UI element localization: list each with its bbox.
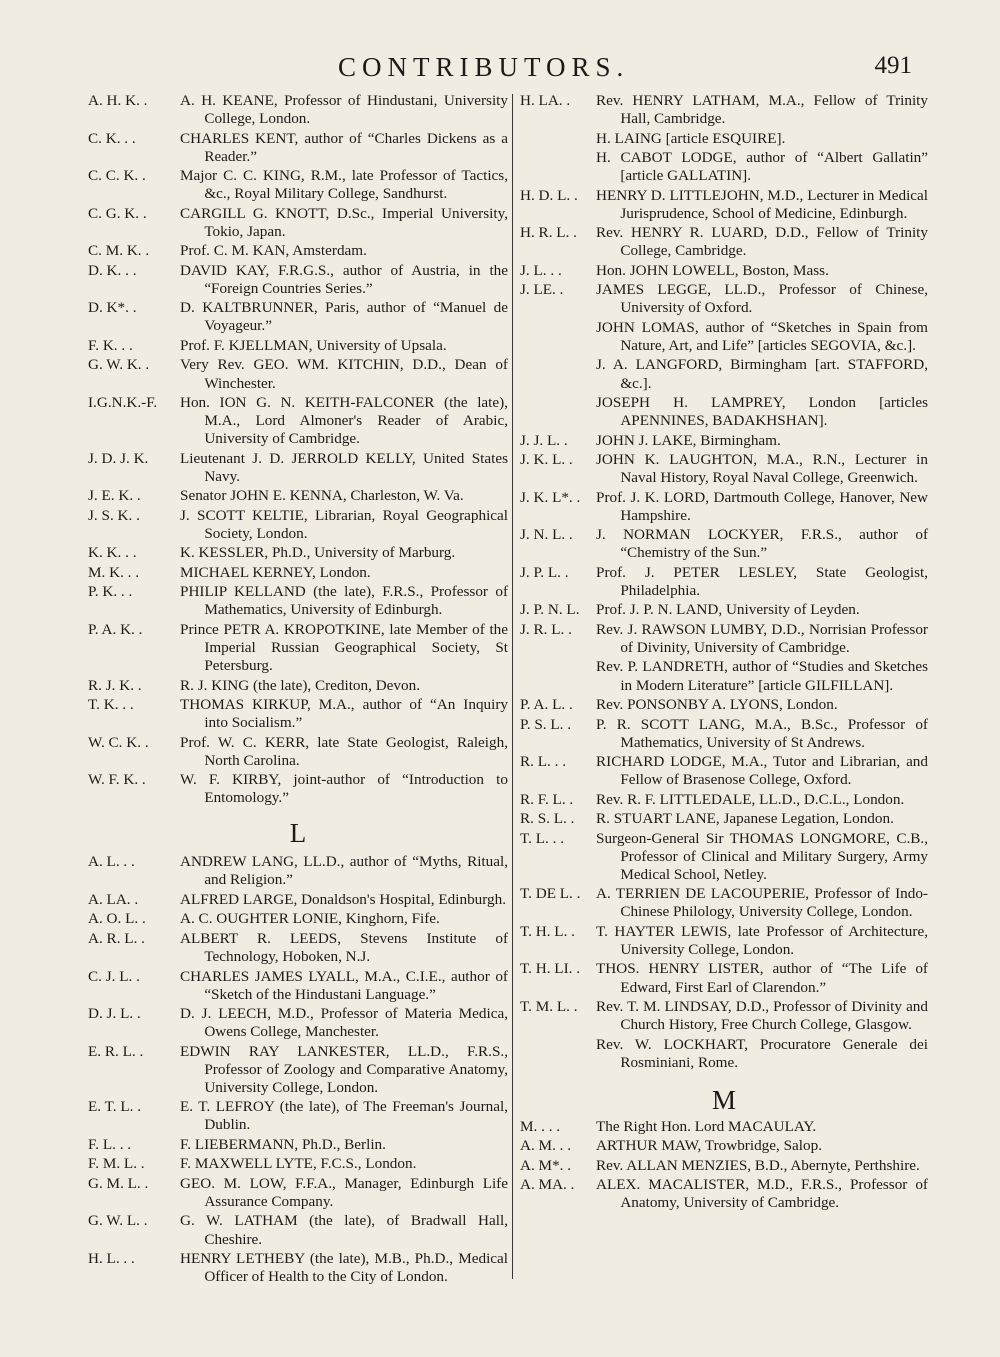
- page-number: 491: [874, 52, 912, 79]
- contributor-initials: [520, 394, 596, 430]
- contributor-description: P. R. SCOTT LANG, M.A., B.Sc., Professor of Mathematics, University of St Andrews.: [596, 715, 928, 751]
- contributor-description: CARGILL G. KNOTT, D.Sc., Imperial University, Tokio, Japan.: [180, 204, 508, 240]
- contributor-description: HENRY LETHEBY (the late), M.B., Ph.D., Medical Officer of Health to the City of London.: [180, 1250, 508, 1286]
- contributor-entry: [520, 885, 928, 921]
- contributor-description: Surgeon-General Sir THOMAS LONGMORE, C.B., Professor of Clinical and Military Surgery, Army Medical School, Netley.: [596, 829, 928, 883]
- contributor-description: D. KALTBRUNNER, Paris, author of “Manuel de Voyageur.”: [180, 299, 508, 335]
- contributor-description: Prof. F. KJELLMAN, University of Upsala.: [180, 336, 447, 354]
- contributor-entry: [520, 1036, 928, 1072]
- contributor-description: EDWIN RAY LANKESTER, LL.D., F.R.S., Professor of Zoology and Comparative Anatomy, University College, London.: [180, 1042, 508, 1096]
- contributor-entry: [88, 853, 508, 889]
- contributor-description: F. MAXWELL LYTE, F.C.S., London.: [180, 1155, 417, 1173]
- right-column: [520, 92, 928, 1214]
- contributor-initials: J. J. L. .: [520, 431, 568, 449]
- contributor-entry: [88, 262, 508, 298]
- contributor-entry: [520, 830, 928, 884]
- contributor-description: Rev. ALLAN MENZIES, B.D., Abernyte, Perthshire.: [596, 1156, 920, 1174]
- contributor-initials: [520, 130, 596, 148]
- contributor-initials: J. E. K. .: [88, 487, 141, 505]
- contributor-initials: T. K. . .: [88, 696, 134, 714]
- contributor-initials: J. L. . .: [520, 261, 562, 279]
- contributor-initials: J. R. L. .: [520, 620, 572, 638]
- contributor-description: T. HAYTER LEWIS, late Professor of Architecture, University College, London.: [596, 922, 928, 958]
- contributor-description: Rev. HENRY R. LUARD, D.D., Fellow of Trinity College, Cambridge.: [596, 224, 928, 260]
- contributor-initials: G. W. L. .: [88, 1212, 148, 1230]
- column-divider: [512, 94, 513, 1279]
- left-column: [88, 92, 508, 1288]
- contributor-description: ANDREW LANG, LL.D., author of “Myths, Ritual, and Religion.”: [180, 853, 508, 889]
- contributor-entry: [88, 450, 508, 486]
- section-heading-m: M: [711, 1084, 736, 1115]
- contributor-entry: [520, 658, 928, 694]
- contributor-entry: [520, 356, 928, 392]
- contributor-initials: C. C. K. .: [88, 167, 146, 185]
- contributor-entry: [88, 356, 508, 392]
- contributor-entry: [88, 167, 508, 203]
- contributor-initials: T. DE L. .: [520, 885, 581, 903]
- contributor-entry: [88, 92, 508, 128]
- contributor-entry: [88, 299, 508, 335]
- contributor-entry: [88, 544, 508, 562]
- contributor-description: Rev. T. M. LINDSAY, D.D., Professor of Divinity and Church History, Free Church College, Glasgow.: [596, 998, 928, 1034]
- contributor-description: Rev. W. LOCKHART, Procuratore Generale dei Rosminiani, Rome.: [596, 1035, 928, 1071]
- contributor-entry: [88, 677, 508, 695]
- contributor-entry: [520, 621, 928, 657]
- contributor-entry: [520, 564, 928, 600]
- contributor-description: W. F. KIRBY, joint-author of “Introduction to Entomology.”: [180, 771, 508, 807]
- contributor-entry: [520, 224, 928, 260]
- contributor-entry: [88, 205, 508, 241]
- contributor-description: ARTHUR MAW, Trowbridge, Salop.: [596, 1137, 822, 1155]
- contributor-initials: A. O. L. .: [88, 910, 146, 928]
- contributor-entry: [88, 394, 508, 448]
- contributor-initials: W. F. K. .: [88, 771, 146, 789]
- contributor-initials: A. M*. .: [520, 1156, 572, 1174]
- contributor-initials: A. H. K. .: [88, 92, 148, 109]
- contributor-description: J. NORMAN LOCKYER, F.R.S., author of “Chemistry of the Sun.”: [596, 526, 928, 562]
- contributor-description: HENRY D. LITTLEJOHN, M.D., Lecturer in Medical Jurisprudence, School of Medicine, Edinburgh.: [596, 186, 928, 222]
- contributor-description: ALBERT R. LEEDS, Stevens Institute of Technology, Hoboken, N.J.: [180, 929, 508, 966]
- contributor-description: MICHAEL KERNEY, London.: [180, 563, 371, 581]
- contributor-initials: M. . . .: [520, 1117, 561, 1135]
- contributor-description: THOMAS KIRKUP, M.A., author of “An Inquiry into Socialism.”: [180, 696, 508, 732]
- contributor-entry: [520, 432, 928, 450]
- contributor-description: Senator JOHN E. KENNA, Charleston, W. Va.: [180, 487, 464, 505]
- contributor-initials: [520, 356, 596, 392]
- contributor-initials: T. H. L. .: [520, 922, 575, 940]
- contributor-entry: [520, 187, 928, 223]
- contributor-description: H. LAING [article ESQUIRE].: [596, 129, 786, 147]
- contributor-entry: [88, 891, 508, 909]
- contributor-initials: E. T. L. .: [88, 1098, 142, 1116]
- contributor-initials: F. K. . .: [88, 336, 133, 354]
- contributor-entry: [520, 281, 928, 317]
- contributor-description: ALFRED LARGE, Donaldson's Hospital, Edinburgh.: [180, 890, 507, 908]
- contributor-initials: J. S. K. .: [88, 506, 140, 524]
- contributor-description: R. J. KING (the late), Crediton, Devon.: [180, 676, 420, 694]
- contributor-entry: [520, 92, 928, 128]
- page-title: CONTRIBUTORS.: [338, 52, 630, 82]
- contributor-description: PHILIP KELLAND (the late), F.R.S., Professor of Mathematics, University of Edinburgh.: [180, 583, 508, 619]
- contributor-entry: [88, 696, 508, 732]
- contributors-m-list: [520, 1118, 928, 1213]
- section-heading-l: L: [289, 818, 307, 849]
- contributor-entry: [520, 696, 928, 714]
- contributor-description: GEO. M. LOW, F.F.A., Manager, Edinburgh Life Assurance Company.: [180, 1174, 508, 1210]
- contributor-entry: [88, 1005, 508, 1041]
- contributor-entry: [88, 1136, 508, 1154]
- contributor-initials: R. S. L. .: [520, 810, 575, 828]
- contributor-initials: E. R. L. .: [88, 1042, 144, 1060]
- contributor-description: R. STUART LANE, Japanese Legation, London.: [596, 810, 894, 828]
- contributor-initials: F. L. . .: [88, 1135, 132, 1153]
- contributor-initials: P. S. L. .: [520, 715, 572, 733]
- contributor-entry: [88, 1098, 508, 1134]
- contributor-description: H. CABOT LODGE, author of “Albert Gallatin” [article GALLATIN].: [596, 149, 928, 185]
- contributor-initials: J. K. L*. .: [520, 488, 581, 506]
- contributor-description: Hon. JOHN LOWELL, Boston, Mass.: [596, 261, 829, 279]
- contributor-entry: [520, 601, 928, 619]
- contributor-entry: [520, 526, 928, 562]
- contributor-entry: [520, 130, 928, 148]
- contributor-description: F. LIEBERMANN, Ph.D., Berlin.: [180, 1135, 386, 1153]
- contributor-initials: H. R. L. .: [520, 224, 577, 242]
- contributor-initials: W. C. K. .: [88, 733, 149, 751]
- contributor-description: E. T. LEFROY (the late), of The Freeman's Journal, Dublin.: [180, 1098, 508, 1134]
- contributor-description: A. C. OUGHTER LONIE, Kinghorn, Fife.: [180, 910, 440, 928]
- contributor-initials: D. K. . .: [88, 261, 137, 279]
- contributor-description: Very Rev. GEO. WM. KITCHIN, D.D., Dean of Winchester.: [180, 356, 508, 392]
- contributor-initials: H. D. L. .: [520, 186, 578, 204]
- contributor-description: JOHN LOMAS, author of “Sketches in Spain from Nature, Art, and Life” [articles SEGOVIA, &c.].: [596, 318, 928, 354]
- contributor-description: JOSEPH H. LAMPREY, London [articles APENNINES, BADAKHSHAN].: [596, 394, 928, 430]
- contributor-initials: T. M. L. .: [520, 998, 578, 1016]
- contributor-initials: [520, 149, 596, 185]
- contributor-entry: [520, 1118, 928, 1136]
- contributor-initials: J. LE. .: [520, 281, 564, 299]
- contributor-description: J. A. LANGFORD, Birmingham [art. STAFFORD, &c.].: [596, 356, 928, 392]
- contributor-initials: T. L. . .: [520, 829, 565, 847]
- contributor-initials: C. J. L. .: [88, 967, 140, 985]
- contributor-description: K. KESSLER, Ph.D., University of Marburg.: [180, 544, 456, 562]
- contributor-entry: [88, 130, 508, 166]
- contributor-initials: A. L. . .: [88, 853, 135, 871]
- contributor-description: JAMES LEGGE, LL.D., Professor of Chinese, University of Oxford.: [596, 281, 928, 317]
- contributor-entry: [520, 489, 928, 525]
- contributor-description: CHARLES KENT, author of “Charles Dickens as a Reader.”: [180, 129, 508, 165]
- contributor-description: The Right Hon. Lord MACAULAY.: [596, 1117, 817, 1135]
- contributor-initials: K. K. . .: [88, 544, 137, 562]
- contributor-entry: [520, 998, 928, 1034]
- contributor-initials: C. G. K. .: [88, 204, 147, 222]
- contributor-initials: A. LA. .: [88, 890, 139, 908]
- contributor-initials: J. K. L. .: [520, 451, 573, 469]
- contributor-entry: [88, 1250, 508, 1286]
- contributor-entry: [520, 1176, 928, 1212]
- contributor-description: ALEX. MACALISTER, M.D., F.R.S., Professor of Anatomy, University of Cambridge.: [596, 1176, 928, 1212]
- contributor-description: Prof. C. M. KAN, Amsterdam.: [180, 242, 367, 260]
- contributor-description: Prince PETR A. KROPOTKINE, late Member of the Imperial Russian Geographical Society, St Petersburg.: [180, 620, 508, 675]
- contributor-description: CHARLES JAMES LYALL, M.A., C.I.E., author of “Sketch of the Hindustani Language.”: [180, 967, 508, 1003]
- contributor-entry: [520, 923, 928, 959]
- contributor-entry: [520, 394, 928, 430]
- contributor-initials: F. M. L. .: [88, 1155, 145, 1173]
- contributor-description: DAVID KAY, F.R.G.S., author of Austria, in the “Foreign Countries Series.”: [180, 261, 508, 297]
- contributor-entry: [88, 1212, 508, 1248]
- contributor-initials: G. M. L. .: [88, 1174, 149, 1192]
- page-header: [90, 52, 920, 92]
- contributor-entry: [88, 583, 508, 619]
- contributor-entry: [88, 1175, 508, 1211]
- contributor-initials: A. MA. .: [520, 1176, 575, 1194]
- contributor-description: J. SCOTT KELTIE, Librarian, Royal Geographical Society, London.: [180, 506, 508, 542]
- contributor-description: Lieutenant J. D. JERROLD KELLY, United States Navy.: [180, 449, 508, 485]
- contributor-initials: A. M. . .: [520, 1137, 572, 1155]
- contributor-initials: P. A. K. .: [88, 620, 143, 638]
- contributor-initials: J. N. L. .: [520, 526, 573, 544]
- contributor-entry: [88, 487, 508, 505]
- contributor-initials: [520, 1036, 596, 1072]
- contributor-entry: [88, 242, 508, 260]
- contributor-description: Prof. W. C. KERR, late State Geologist, Raleigh, North Carolina.: [180, 733, 508, 769]
- contributor-description: Prof. J. K. LORD, Dartmouth College, Hanover, New Hampshire.: [596, 488, 928, 524]
- contributor-description: Rev. HENRY LATHAM, M.A., Fellow of Trinity Hall, Cambridge.: [596, 92, 928, 128]
- contributor-initials: I.G.N.K.-F.: [88, 394, 158, 412]
- contributor-initials: H. L. . .: [88, 1250, 135, 1268]
- contributor-initials: G. W. K. .: [88, 356, 150, 374]
- contributor-entry: [88, 910, 508, 928]
- contributor-description: Rev. R. F. LITTLEDALE, LL.D., D.C.L., London.: [596, 790, 905, 808]
- contributor-entry: [520, 791, 928, 809]
- contributors-l-list: [88, 853, 508, 1286]
- contributor-initials: P. K. . .: [88, 583, 133, 601]
- contributor-description: Prof. J. P. N. LAND, University of Leyden.: [596, 601, 860, 619]
- contributor-entry: [88, 1043, 508, 1097]
- contributor-description: THOS. HENRY LISTER, author of “The Life of Edward, First Earl of Clarendon.”: [596, 960, 928, 996]
- contributor-initials: R. F. L. .: [520, 790, 574, 808]
- contributor-entry: [88, 968, 508, 1004]
- contributor-initials: J. P. N. L.: [520, 601, 580, 619]
- contributor-description: A. H. KEANE, Professor of Hindustani, University College, London.: [180, 92, 508, 128]
- contributor-description: Major C. C. KING, R.M., late Professor of Tactics, &c., Royal Military College, Sandhurst.: [180, 167, 508, 203]
- contributor-entry: [520, 149, 928, 185]
- contributor-description: Rev. P. LANDRETH, author of “Studies and Sketches in Modern Literature” [article GILFILLAN].: [596, 658, 928, 694]
- contributor-entry: [88, 1155, 508, 1173]
- contributor-description: D. J. LEECH, M.D., Professor of Materia Medica, Owens College, Manchester.: [180, 1005, 508, 1041]
- contributor-initials: M. K. . .: [88, 563, 140, 581]
- contributor-entry: [520, 1137, 928, 1155]
- contributor-description: JOHN J. LAKE, Birmingham.: [596, 431, 781, 449]
- contributors-k-list: [88, 92, 508, 807]
- contributor-entry: [88, 507, 508, 543]
- contributor-entry: [88, 734, 508, 770]
- contributor-initials: H. LA. .: [520, 92, 571, 109]
- contributor-description: RICHARD LODGE, M.A., Tutor and Librarian, and Fellow of Brasenose College, Oxford.: [596, 753, 928, 789]
- contributor-entry: [88, 564, 508, 582]
- contributor-entry: [520, 810, 928, 828]
- contributor-entry: [88, 621, 508, 675]
- contributor-entry: [88, 771, 508, 807]
- contributor-entry: [520, 319, 928, 355]
- contributor-entry: [88, 337, 508, 355]
- contributor-initials: C. K. . .: [88, 129, 136, 147]
- contributor-description: A. TERRIEN DE LACOUPERIE, Professor of Indo-Chinese Philology, University College, London.: [596, 885, 928, 921]
- contributor-entry: [88, 930, 508, 966]
- contributors-l-list-continued: [520, 92, 928, 1072]
- contributor-entry: [520, 753, 928, 789]
- contributor-entry: [520, 451, 928, 487]
- contributor-description: Hon. ION G. N. KEITH-FALCONER (the late), M.A., Lord Almoner's Reader of Arabic, University of Cambridge.: [180, 394, 508, 448]
- contributor-initials: D. J. L. .: [88, 1005, 141, 1023]
- contributor-initials: A. R. L. .: [88, 929, 145, 947]
- contributor-entry: [520, 960, 928, 996]
- contributor-entry: [520, 1157, 928, 1175]
- contributor-entry: [520, 716, 928, 752]
- contributor-initials: J. P. L. .: [520, 563, 569, 581]
- contributor-description: Prof. J. PETER LESLEY, State Geologist, Philadelphia.: [596, 563, 928, 599]
- contributor-entry: [520, 262, 928, 280]
- contributor-initials: P. A. L. .: [520, 696, 573, 714]
- contributor-initials: [520, 319, 596, 355]
- contributor-description: Rev. PONSONBY A. LYONS, London.: [596, 696, 838, 714]
- contributor-initials: C. M. K. .: [88, 242, 150, 260]
- contributor-initials: [520, 658, 596, 694]
- contributor-initials: R. J. K. .: [88, 676, 142, 694]
- contributor-description: JOHN K. LAUGHTON, M.A., R.N., Lecturer in Naval History, Royal Naval College, Greenwich.: [596, 451, 928, 487]
- contributor-initials: J. D. J. K.: [88, 449, 149, 467]
- contributor-description: G. W. LATHAM (the late), of Bradwall Hall, Cheshire.: [180, 1212, 508, 1248]
- contributor-initials: R. L. . .: [520, 753, 566, 771]
- contributor-initials: T. H. LI. .: [520, 960, 581, 978]
- contributor-description: Rev. J. RAWSON LUMBY, D.D., Norrisian Professor of Divinity, University of Cambridge.: [596, 620, 928, 656]
- contributor-initials: D. K*. .: [88, 299, 137, 317]
